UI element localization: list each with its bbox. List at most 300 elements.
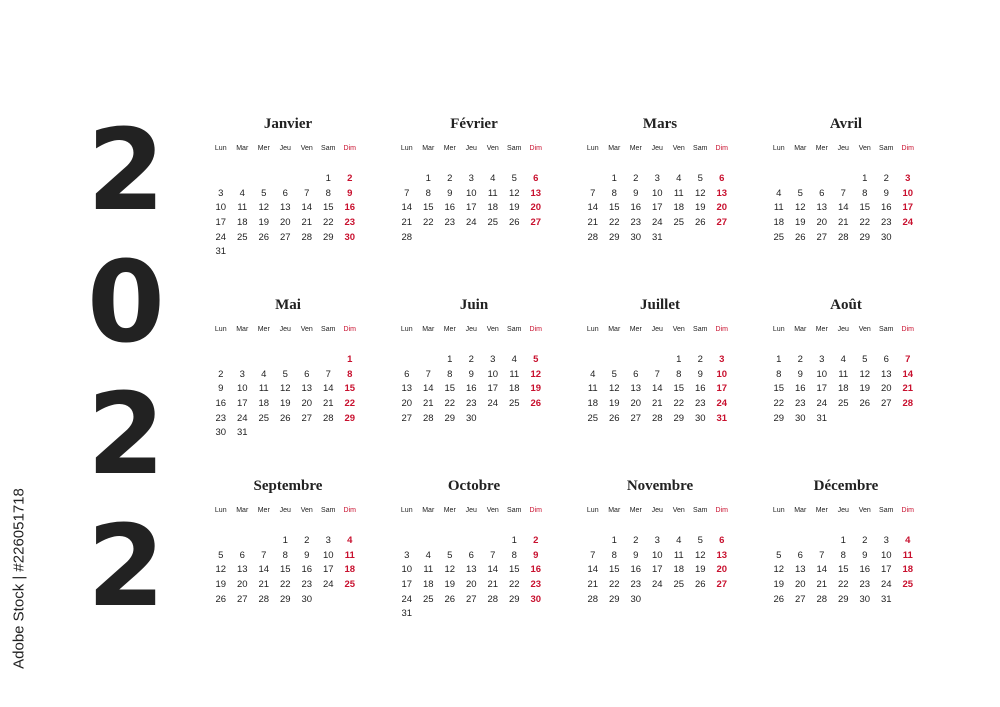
weekday-header: Mar [236,145,249,152]
month-grid [396,143,552,245]
day-cell: 8 [511,549,517,561]
day-cell: 30 [215,427,227,439]
day-cell: 22 [773,397,785,409]
day-cell: 23 [301,578,313,590]
day-cell: 16 [630,202,642,214]
empty-cell [253,353,275,368]
weekday-header: Sam [507,326,522,333]
month-name: Avril [829,116,863,132]
day-cell: 27 [716,216,728,228]
day-cell: 23 [465,397,477,409]
day-cell: 21 [816,578,828,590]
empty-cell [833,172,855,187]
day-cell: 9 [447,187,453,199]
day-cell: 17 [465,202,477,214]
weekday-header: Mar [422,507,435,514]
day-cell: 14 [422,383,434,395]
day-cell: 11 [902,549,913,561]
day-cell: 3 [819,354,825,366]
day-cell: 27 [465,593,477,605]
day-cell: 22 [673,397,685,409]
weekday-header: Jeu [279,507,291,514]
day-cell: 5 [218,549,224,561]
weekday-header: Mer [629,145,642,152]
day-cell: 1 [611,173,617,185]
day-cell: 30 [301,593,313,605]
day-cell: 9 [633,187,639,199]
day-cell: 15 [837,564,849,576]
weekday-header: Lun [400,145,413,152]
day-cell: 12 [608,383,620,395]
day-cell: 25 [344,578,356,590]
day-cell: 20 [530,202,542,214]
day-cell: 10 [902,187,914,199]
day-cell: 17 [215,216,227,228]
day-cell: 10 [401,564,413,576]
header-gap [582,158,733,164]
weekday-header: Sam [321,145,336,152]
weekday-header: Jeu [837,145,849,152]
weekday-header: Sam [693,326,708,333]
weekday-header: Ven [300,145,313,152]
day-cell: 21 [487,578,499,590]
day-cell: 14 [487,564,499,576]
day-cell: 27 [401,412,413,424]
weekday-header: Lun [772,507,785,514]
day-cell: 19 [444,578,456,590]
day-cell: 22 [508,578,520,590]
day-cell: 26 [215,593,227,605]
day-cell: 15 [444,383,456,395]
day-cell: 22 [344,397,356,409]
weekday-header: Dim [343,326,356,333]
day-cell: 8 [347,368,353,380]
weekday-header: Dim [715,145,728,152]
day-cell: 11 [344,549,355,561]
weekday-header: Sam [507,145,522,152]
day-cell: 17 [816,383,828,395]
day-cell: 14 [401,202,413,214]
day-cell: 7 [325,368,331,380]
day-cell: 28 [301,231,313,243]
day-cell: 20 [301,397,313,409]
day-cell: 19 [608,397,620,409]
day-cell: 15 [322,202,334,214]
weekday-header: Mar [794,145,807,152]
day-cell: 7 [590,187,596,199]
day-cell: 27 [794,593,806,605]
day-cell: 21 [587,216,599,228]
day-cell: 12 [258,202,270,214]
weekday-header: Dim [343,145,356,152]
month-block [768,476,924,607]
day-cell: 7 [404,187,410,199]
weekday-header: Mer [629,507,642,514]
day-cell: 23 [344,216,356,228]
weekday-header: Sam [321,326,336,333]
weekday-header: Dim [529,326,542,333]
day-cell: 13 [716,549,728,561]
day-cell: 2 [218,368,224,380]
day-cell: 18 [508,383,520,395]
day-cell: 24 [401,593,413,605]
day-cell: 1 [676,354,682,366]
day-cell: 19 [530,383,542,395]
day-cell: 29 [344,412,356,424]
day-cell: 10 [880,549,892,561]
weekday-header: Dim [715,507,728,514]
stock-id-text: Adobe Stock | #226051718 [10,488,28,669]
day-cell: 10 [465,187,477,199]
day-cell: 29 [608,231,620,243]
day-cell: 7 [819,549,825,561]
day-cell: 22 [859,216,871,228]
day-cell: 26 [859,397,871,409]
empty-cell [482,534,504,549]
day-cell: 23 [794,397,806,409]
day-cell: 5 [611,368,617,380]
day-cell: 8 [676,368,682,380]
weekday-header: Lun [772,326,785,333]
day-cell: 6 [304,368,310,380]
weekday-header: Mer [257,145,270,152]
day-cell: 2 [633,173,639,185]
day-cell: 10 [487,368,499,380]
day-cell: 5 [261,187,267,199]
empty-cell [461,534,483,549]
day-cell: 29 [773,412,785,424]
day-cell: 29 [608,593,620,605]
day-cell: 19 [279,397,291,409]
day-cell: 8 [282,549,288,561]
year-label [84,105,168,633]
day-cell: 20 [816,216,828,228]
day-cell: 18 [487,202,499,214]
month-grid [396,324,552,426]
day-cell: 26 [608,412,620,424]
day-cell: 2 [347,173,353,185]
day-cell: 8 [447,368,453,380]
day-cell: 13 [794,564,806,576]
day-cell: 4 [676,535,682,547]
weekday-header: Mar [236,507,249,514]
day-cell: 5 [282,368,288,380]
day-cell: 31 [880,593,892,605]
day-cell: 1 [611,535,617,547]
day-cell: 12 [694,187,706,199]
weekday-header: Lun [214,507,227,514]
day-cell: 8 [776,368,782,380]
day-cell: 28 [258,593,270,605]
day-cell: 19 [258,216,270,228]
year-digit: 2 [87,370,165,500]
day-cell: 2 [447,173,453,185]
day-cell: 18 [902,564,914,576]
month-grid [210,505,366,607]
day-cell: 21 [401,216,413,228]
month-block [396,476,552,622]
day-cell: 26 [794,231,806,243]
day-cell: 2 [797,354,803,366]
day-cell: 4 [425,549,431,561]
day-cell: 9 [347,187,353,199]
day-cell: 2 [697,354,703,366]
day-cell: 15 [859,202,871,214]
day-cell: 6 [819,187,825,199]
day-cell: 30 [859,593,871,605]
day-cell: 19 [859,383,871,395]
day-cell: 14 [258,564,270,576]
day-cell: 13 [716,187,728,199]
day-cell: 12 [773,564,785,576]
day-cell: 21 [837,216,849,228]
stock-watermark-label [4,470,34,700]
day-cell: 30 [630,593,642,605]
day-cell: 2 [304,535,310,547]
day-cell: 16 [859,564,871,576]
empty-cell [210,353,232,368]
day-cell: 15 [344,383,356,395]
day-cell: 24 [816,397,828,409]
month-block [210,114,366,260]
weekday-header: Mer [257,326,270,333]
month-block [210,295,366,441]
month-grid [210,143,366,260]
day-cell: 14 [301,202,313,214]
day-cell: 23 [530,578,542,590]
day-cell: 18 [587,397,599,409]
weekday-header: Lun [772,145,785,152]
day-cell: 10 [816,368,828,380]
weekday-header: Ven [300,326,313,333]
weekday-header: Ven [672,326,685,333]
day-cell: 20 [630,397,642,409]
day-cell: 16 [215,397,227,409]
day-cell: 29 [322,231,334,243]
empty-cell [768,534,790,549]
day-cell: 23 [859,578,871,590]
day-cell: 8 [611,549,617,561]
day-cell: 30 [465,412,477,424]
day-cell: 20 [279,216,291,228]
day-cell: 17 [651,202,663,214]
day-cell: 23 [444,216,456,228]
day-cell: 12 [444,564,456,576]
weekday-header: Mar [794,326,807,333]
day-cell: 29 [508,593,520,605]
weekday-header: Sam [507,507,522,514]
empty-cell [210,172,232,187]
day-cell: 25 [508,397,520,409]
empty-cell [790,534,812,549]
header-gap [396,339,547,345]
day-cell: 6 [404,368,410,380]
day-cell: 27 [530,216,542,228]
day-cell: 27 [236,593,248,605]
month-name: Juillet [640,297,680,313]
day-cell: 12 [794,202,806,214]
weekday-header: Ven [672,507,685,514]
day-cell: 5 [447,549,453,561]
day-cell: 12 [859,368,871,380]
month-name: Mai [275,297,301,313]
month-grid [210,324,366,441]
month-block [582,476,738,607]
day-cell: 26 [694,578,706,590]
day-cell: 22 [608,578,620,590]
weekday-header: Jeu [279,326,291,333]
day-cell: 6 [719,173,725,185]
day-cell: 24 [322,578,334,590]
weekday-header: Mar [422,145,435,152]
day-cell: 11 [487,187,498,199]
day-cell: 10 [322,549,334,561]
weekday-header: Mar [608,507,621,514]
day-cell: 26 [258,231,270,243]
day-cell: 25 [587,412,599,424]
day-cell: 13 [816,202,828,214]
month-name: Septembre [253,478,323,494]
day-cell: 19 [794,216,806,228]
day-cell: 6 [282,187,288,199]
day-cell: 3 [719,354,725,366]
day-cell: 3 [490,354,496,366]
weekday-header: Sam [693,145,708,152]
day-cell: 20 [401,397,413,409]
day-cell: 16 [694,383,706,395]
day-cell: 28 [587,593,599,605]
day-cell: 16 [444,202,456,214]
day-cell: 15 [773,383,785,395]
day-cell: 20 [880,383,892,395]
header-gap [768,339,919,345]
day-cell: 12 [694,549,706,561]
day-cell: 17 [880,564,892,576]
weekday-header: Mer [443,507,456,514]
day-cell: 5 [697,535,703,547]
day-cell: 18 [422,578,434,590]
day-cell: 16 [465,383,477,395]
day-cell: 13 [236,564,248,576]
day-cell: 26 [508,216,520,228]
empty-cell [210,534,232,549]
month-block [768,295,924,426]
day-cell: 8 [611,187,617,199]
weekday-header: Dim [901,145,914,152]
weekday-header: Lun [586,145,599,152]
day-cell: 16 [344,202,356,214]
day-cell: 19 [215,578,227,590]
day-cell: 4 [905,535,911,547]
weekday-header: Jeu [465,145,477,152]
day-cell: 27 [716,578,728,590]
day-cell: 7 [590,549,596,561]
day-cell: 13 [630,383,642,395]
weekday-header: Lun [214,145,227,152]
day-cell: 1 [447,354,453,366]
empty-cell [296,353,318,368]
weekday-header: Ven [858,507,871,514]
day-cell: 12 [530,368,542,380]
weekday-header: Ven [486,326,499,333]
day-cell: 11 [673,549,684,561]
day-cell: 7 [304,187,310,199]
day-cell: 9 [218,383,224,395]
day-cell: 25 [673,578,685,590]
day-cell: 24 [902,216,914,228]
day-cell: 5 [533,354,539,366]
day-cell: 10 [716,368,728,380]
day-cell: 9 [883,187,889,199]
day-cell: 30 [880,231,892,243]
weekday-header: Jeu [465,507,477,514]
header-gap [396,158,547,164]
day-cell: 4 [776,187,782,199]
day-cell: 5 [797,187,803,199]
day-cell: 4 [239,187,245,199]
day-cell: 23 [880,216,892,228]
day-cell: 25 [902,578,914,590]
day-cell: 5 [511,173,517,185]
day-cell: 22 [322,216,334,228]
weekday-header: Sam [879,507,894,514]
day-cell: 4 [347,535,353,547]
month-block [396,295,552,426]
day-cell: 17 [487,383,499,395]
header-gap [210,158,361,164]
header-gap [582,339,733,345]
day-cell: 30 [530,593,542,605]
day-cell: 3 [654,173,660,185]
day-cell: 31 [651,231,663,243]
weekday-header: Ven [858,145,871,152]
day-cell: 26 [279,412,291,424]
weekday-header: Jeu [465,326,477,333]
day-cell: 31 [236,427,248,439]
day-cell: 18 [673,564,685,576]
empty-cell [582,172,604,187]
day-cell: 11 [423,564,434,576]
day-cell: 24 [651,216,663,228]
empty-cell [396,172,418,187]
day-cell: 16 [301,564,313,576]
day-cell: 27 [279,231,291,243]
empty-cell [253,534,275,549]
day-cell: 15 [608,202,620,214]
day-cell: 7 [490,549,496,561]
header-gap [768,520,919,526]
empty-cell [811,172,833,187]
day-cell: 20 [794,578,806,590]
header-gap [582,520,733,526]
day-cell: 24 [465,216,477,228]
day-cell: 22 [422,216,434,228]
day-cell: 21 [422,397,434,409]
day-cell: 21 [651,397,663,409]
day-cell: 15 [422,202,434,214]
day-cell: 2 [633,535,639,547]
day-cell: 10 [215,202,227,214]
day-cell: 20 [716,564,728,576]
month-name: Décembre [813,478,879,494]
day-cell: 13 [401,383,413,395]
empty-cell [604,353,626,368]
day-cell: 27 [301,412,313,424]
weekday-header: Sam [693,507,708,514]
weekday-header: Mar [422,326,435,333]
header-gap [210,520,361,526]
day-cell: 31 [215,246,227,258]
